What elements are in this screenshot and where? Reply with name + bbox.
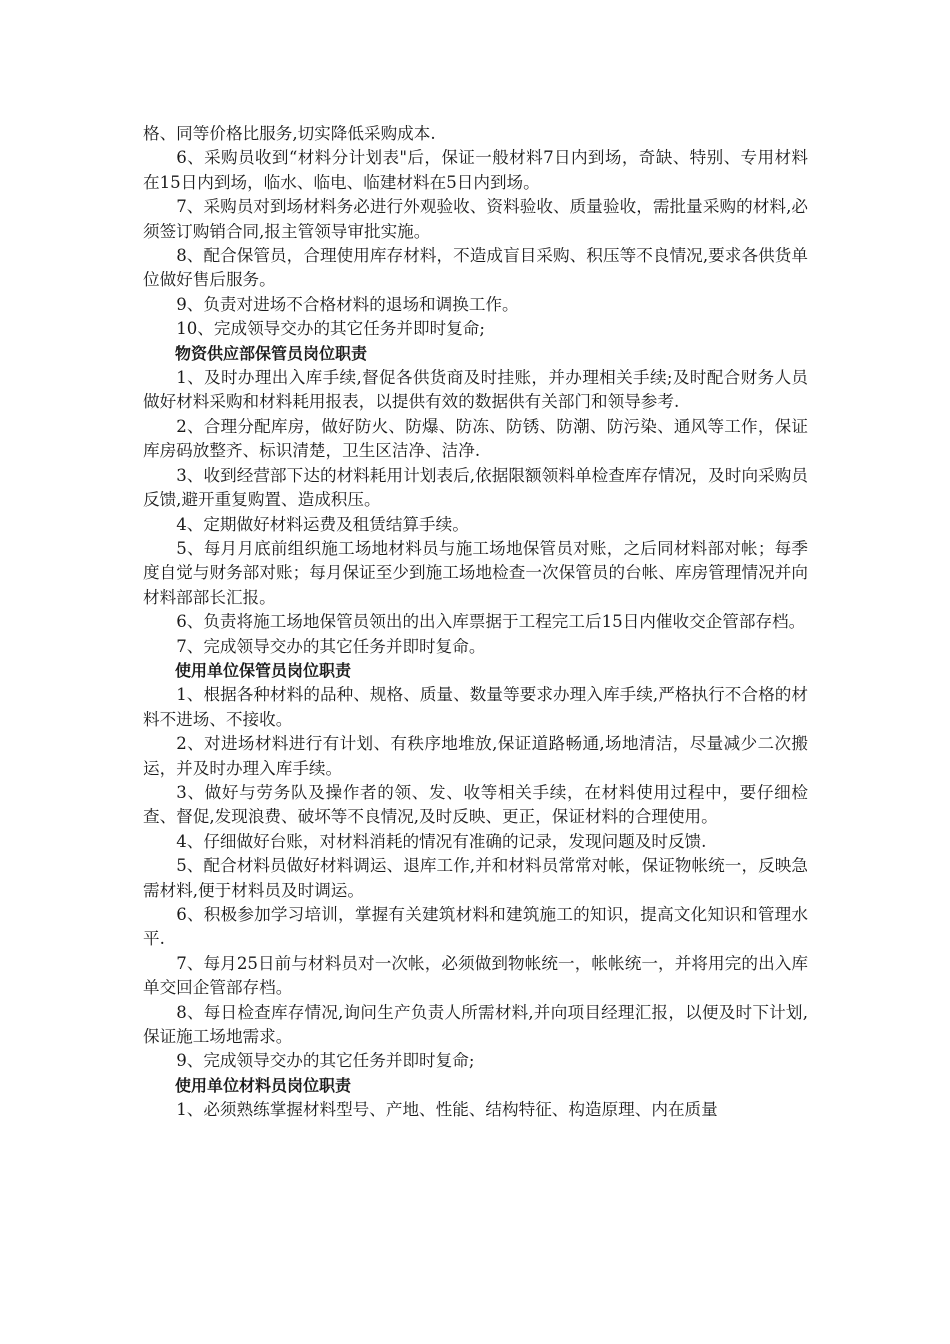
paragraph: 10、完成领导交办的其它任务并即时复命; bbox=[176, 319, 485, 339]
paragraph: 5、配合材料员做好材料调运、退库工作,并和材料员常常对帐，保证物帐统一，反映急需材料,便于材料员及时调运。 bbox=[143, 856, 808, 900]
paragraph: 4、定期做好材料运费及租赁结算手续。 bbox=[176, 514, 469, 534]
paragraph: 8、每日检查库存情况,询问生产负责人所需材料,并向项目经理汇报，以便及时下计划,保证施工场地需求。 bbox=[143, 1002, 808, 1047]
section-heading: 物资供应部保管员岗位职责 bbox=[175, 343, 368, 363]
paragraph: 1、及时办理出入库手续,督促各供货商及时挂账，并办理相关手续;及时配合财务人员做好材料采购和材料耗用报表，以提供有效的数据供有关部门和领导参考. bbox=[143, 368, 808, 412]
paragraph: 7、完成领导交办的其它任务并即时复命。 bbox=[176, 636, 486, 656]
paragraph: 8、配合保管员，合理使用库存材料，不造成盲目采购、积压等不良情况,要求各供货单位做好售后服务。 bbox=[143, 246, 808, 290]
paragraph: 6、积极参加学习培训，掌握有关建筑材料和建筑施工的知识，提高文化知识和管理水平. bbox=[143, 905, 808, 949]
paragraph: 3、做好与劳务队及操作者的领、发、收等相关手续，在材料使用过程中，要仔细检查、督促,发现浪费、破坏等不良情况,及时反映、更正，保证材料的合理使用。 bbox=[143, 782, 808, 827]
paragraph: 4、仔细做好台账，对材料消耗的情况有准确的记录，发现问题及时反馈. bbox=[176, 831, 707, 851]
paragraph: 3、收到经营部下达的材料耗用计划表后,依据限额领料单检查库存情况，及时向采购员反馈,避开重复购置、造成积压。 bbox=[143, 465, 808, 510]
paragraph: 2、合理分配库房，做好防火、防爆、防冻、防锈、防潮、防污染、通风等工作，保证库房码放整齐、标识清楚，卫生区洁净、洁净. bbox=[143, 416, 808, 461]
paragraph: 格、同等价格比服务,切实降低采购成本. bbox=[143, 124, 436, 143]
paragraph: 6、采购员收到“材料分计划表"后，保证一般材料7日内到场，奇缺、特别、专用材料在15日内到场，临水、临电、临建材料在5日内到场。 bbox=[143, 148, 808, 192]
section-heading: 使用单位材料员岗位职责 bbox=[175, 1075, 352, 1095]
paragraph: 1、根据各种材料的品种、规格、质量、数量等要求办理入库手续,严格执行不合格的材料不进场、不接收。 bbox=[143, 685, 808, 729]
paragraph: 1、必须熟练掌握材料型号、产地、性能、结构特征、构造原理、内在质量 bbox=[176, 1100, 718, 1120]
paragraph: 2、对进场材料进行有计划、有秩序地堆放,保证道路畅通,场地清洁，尽量减少二次搬运，并及时办理入库手续。 bbox=[143, 734, 808, 778]
document-page bbox=[143, 122, 808, 1123]
paragraph: 9、负责对进场不合格材料的退场和调换工作。 bbox=[176, 294, 519, 314]
paragraph: 5、每月月底前组织施工场地材料员与施工场地保管员对账，之后同材料部对帐；每季度自觉与财务部对账；每月保证至少到施工场地检查一次保管员的台帐、库房管理情况并向材料部部长汇报。 bbox=[143, 538, 808, 607]
paragraph: 9、完成领导交办的其它任务并即时复命; bbox=[176, 1051, 475, 1071]
paragraph: 7、采购员对到场材料务必进行外观验收、资料验收、质量验收，需批量采购的材料,必须签订购销合同,报主管领导审批实施。 bbox=[143, 197, 808, 241]
paragraph: 6、负责将施工场地保管员领出的出入库票据于工程完工后15日内催收交企管部存档。 bbox=[176, 612, 806, 632]
section-heading: 使用单位保管员岗位职责 bbox=[175, 660, 352, 680]
paragraph: 7、每月25日前与材料员对一次帐，必须做到物帐统一，帐帐统一，并将用完的出入库单交回企管部存档。 bbox=[143, 953, 808, 998]
